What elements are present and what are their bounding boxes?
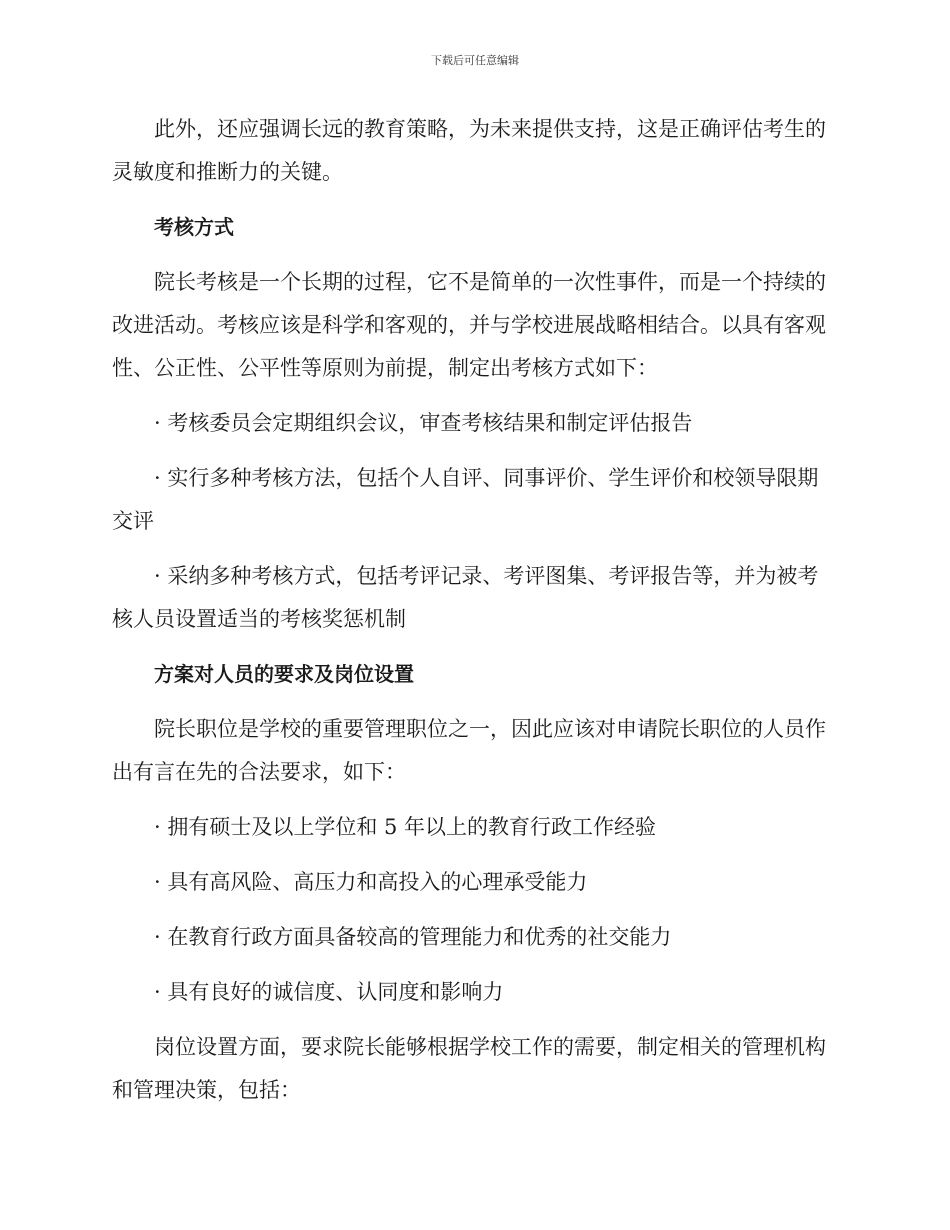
list-item: · 实行多种考核方法，包括个人自评、同事评价、学生评价和校领导限期交评 bbox=[112, 466, 819, 533]
paragraph-assessment: 院长考核是一个长期的过程，它不是简单的一次性事件，而是一个持续的改进活动。考核应该是科学和客观的，并与学校进展战略相结合。以具有客观性、公正性、公平性等原则为前提，制定出考核方式如下： bbox=[112, 270, 826, 380]
section-heading-assessment: 考核方式 bbox=[154, 215, 234, 239]
list-item: · 拥有硕士及以上学位和 5 年以上的教育行政工作经验 bbox=[154, 815, 657, 839]
paragraph-intro: 此外，还应强调长远的教育策略，为未来提供支持，这是正确评估考生的灵敏度和推断力的关键。 bbox=[112, 117, 826, 184]
list-item: · 具有良好的诚信度、认同度和影响力 bbox=[154, 980, 504, 1004]
page-header: 下载后可任意编辑 bbox=[431, 54, 519, 67]
list-item: · 在教育行政方面具备较高的管理能力和优秀的社交能力 bbox=[154, 925, 672, 949]
paragraph-positions: 岗位设置方面，要求院长能够根据学校工作的需要，制定相关的管理机构和管理决策，包括： bbox=[112, 1035, 826, 1102]
list-item: · 考核委员会定期组织会议，审查考核结果和制定评估报告 bbox=[154, 411, 693, 435]
paragraph-requirements: 院长职位是学校的重要管理职位之一，因此应该对申请院长职位的人员作出有言在先的合法要求，如下： bbox=[112, 717, 826, 784]
list-item: · 采纳多种考核方式，包括考评记录、考评图集、考评报告等，并为被考核人员设置适当的考核奖惩机制 bbox=[112, 564, 819, 631]
list-item: · 具有高风险、高压力和高投入的心理承受能力 bbox=[154, 870, 588, 894]
section-heading-requirements: 方案对人员的要求及岗位设置 bbox=[154, 662, 414, 686]
document-body bbox=[112, 108, 832, 1124]
